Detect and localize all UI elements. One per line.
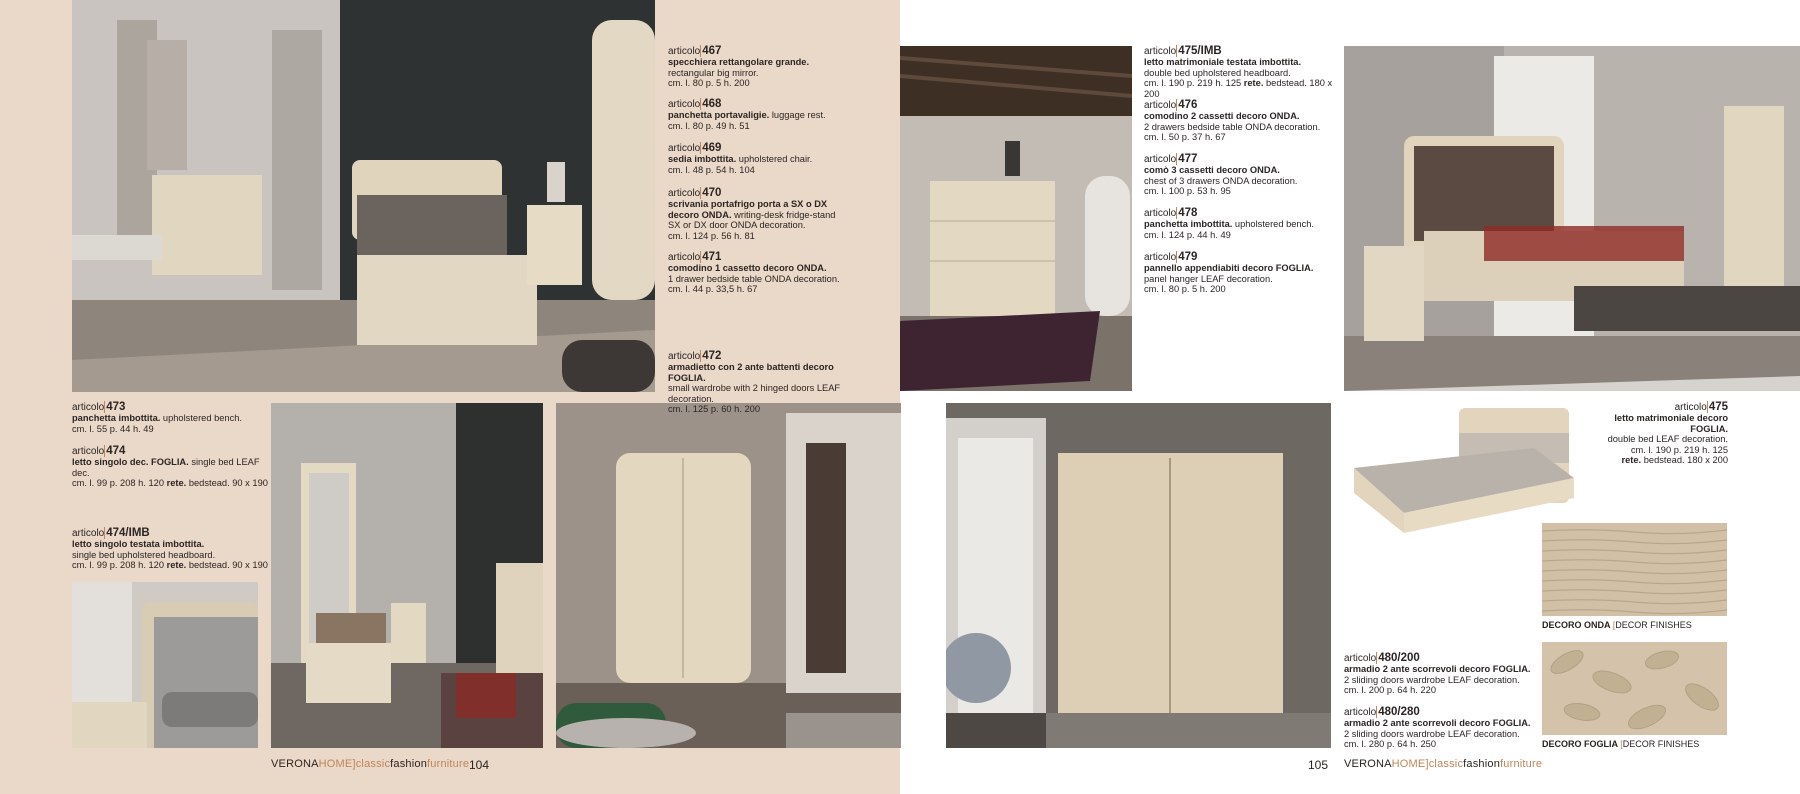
article-dims: cm. l. 190 p. 219 h. 125 [1144, 78, 1242, 89]
article-code: 467 [702, 45, 722, 57]
article-rete-en: bedstead. 90 x 190 [188, 478, 268, 489]
article-code: 474 [106, 445, 126, 457]
article-code: 469 [702, 142, 722, 154]
article-name: armadio 2 ante scorrevoli decoro FOGLIA. [1344, 664, 1531, 675]
article-label: articolo [1144, 46, 1177, 57]
swatch-label-onda: DECORO ONDA [DECOR FINISHES [1542, 620, 1692, 630]
page-number-left: 104 [469, 758, 490, 772]
article-dims: cm. l. 200 p. 64 h. 220 [1344, 685, 1436, 696]
article-english: upholstered chair. [738, 154, 813, 165]
brand-classic: classic [1428, 758, 1464, 770]
photo-mirror-bench [271, 403, 543, 748]
article-english: single bed upholstered headboard. [72, 549, 216, 560]
article-english: 2 sliding doors wardrobe LEAF decoration. [1344, 674, 1520, 685]
article-code: 480/200 [1378, 652, 1420, 664]
page-number-right: 105 [1308, 758, 1329, 772]
swatch-label-foglia: DECORO FOGLIA [DECOR FINISHES [1542, 739, 1700, 749]
brand-fashion: fashion [390, 758, 428, 770]
article-english: panel hanger LEAF decoration. [1144, 273, 1273, 284]
article-469 [668, 143, 898, 175]
article-label: articolo [72, 528, 105, 539]
article-471 [668, 252, 848, 295]
article-474 [72, 446, 272, 489]
article-english: upholstered bench. [1234, 219, 1315, 230]
article-code: 476 [1178, 99, 1198, 111]
article-rete: rete. [1243, 78, 1264, 89]
article-code: 470 [702, 187, 722, 199]
photo-double-bed-room [1344, 46, 1800, 391]
article-475-imb [1144, 46, 1344, 99]
article-english: 1 drawer bedside table ONDA decoration. [668, 273, 840, 284]
article-dims: cm. l. 48 p. 54 h. 104 [668, 164, 755, 175]
brand-furniture: furniture [427, 758, 470, 770]
brand-classic: classic [355, 758, 391, 770]
article-label: articolo [668, 351, 701, 362]
article-name: comodino 1 cassetto decoro ONDA. [668, 263, 827, 274]
article-name: comò 3 cassetti decoro ONDA. [1144, 165, 1280, 176]
article-label: articolo [668, 252, 701, 263]
article-name: panchetta portavaligie. [668, 110, 770, 121]
article-rete-en: bedstead. 180 x 200 [1144, 78, 1333, 99]
article-name: armadio 2 ante scorrevoli decoro FOGLIA. [1344, 718, 1531, 729]
article-dims: cm. l. 80 p. 5 h. 200 [668, 78, 750, 89]
article-label: articolo [668, 46, 701, 57]
article-english: 2 drawers bedside table ONDA decoration. [1144, 121, 1321, 132]
brand-home: HOME [318, 758, 353, 770]
article-475 [1578, 402, 1728, 465]
article-name: armadietto con 2 ante battenti decoro FOGLIA. [668, 362, 834, 383]
photo-chest-of-drawers [900, 46, 1132, 391]
article-name: letto singolo testata imbottita. [72, 539, 205, 550]
swatch-label-onda-name: DECORO ONDA [1542, 620, 1611, 630]
article-name: sedia imbottita. [668, 154, 737, 165]
swatch-label-foglia-name: DECORO FOGLIA [1542, 739, 1618, 749]
article-rete: rete. [166, 478, 187, 489]
article-468 [668, 99, 898, 131]
article-english: 2 sliding doors wardrobe LEAF decoration. [1344, 728, 1520, 739]
photo-upholstered-single-bed [72, 582, 258, 748]
article-dims: cm. l. 80 p. 5 h. 200 [1144, 284, 1226, 295]
article-name: panchetta imbottita. [72, 413, 161, 424]
brand-furniture: furniture [1500, 758, 1543, 770]
article-label: articolo [1144, 208, 1177, 219]
article-name: letto matrimoniale testata imbottita. [1144, 57, 1302, 68]
swatch-label-foglia-sub: DECOR FINISHES [1622, 739, 1700, 749]
article-label: articolo [668, 143, 701, 154]
article-dims: cm. l. 80 p. 49 h. 51 [668, 120, 750, 131]
article-rete-en: bedstead. 90 x 190 [188, 560, 268, 571]
article-480-200 [1344, 653, 1534, 696]
article-english: luggage rest. [771, 110, 826, 121]
article-474-imb [72, 528, 272, 571]
swatch-label-onda-sub: DECOR FINISHES [1615, 620, 1692, 630]
brand-verona: VERONA [271, 758, 319, 770]
article-label: articolo [1344, 707, 1377, 718]
swatch-decoro-onda [1542, 523, 1727, 616]
article-rete-en: bedstead. 180 x 200 [1643, 455, 1728, 466]
article-label: articolo [668, 99, 701, 110]
article-name: letto matrimoniale decoro FOGLIA. [1614, 413, 1728, 434]
article-label: articolo [1144, 154, 1177, 165]
brand-fashion: fashion [1463, 758, 1501, 770]
swatch-decoro-foglia [1542, 642, 1727, 735]
article-code: 473 [106, 401, 126, 413]
article-dims: cm. l. 55 p. 44 h. 49 [72, 423, 154, 434]
article-dims: cm. l. 280 p. 64 h. 250 [1344, 739, 1436, 750]
article-473 [72, 402, 262, 434]
article-478 [1144, 208, 1344, 240]
article-english: small wardrobe with 2 hinged doors LEAF decoration. [668, 383, 841, 404]
article-code: 480/280 [1378, 706, 1420, 718]
article-dims: cm. l. 100 p. 53 h. 95 [1144, 186, 1231, 197]
article-dims: cm. l. 99 p. 208 h. 120 [72, 560, 164, 571]
article-dims: cm. l. 124 p. 56 h. 81 [668, 230, 755, 241]
article-english: double bed LEAF decoration. [1607, 434, 1728, 445]
article-rete: rete. [1621, 455, 1642, 466]
article-name: panchetta imbottita. [1144, 219, 1233, 230]
article-code: 475/IMB [1178, 45, 1222, 57]
article-code: 471 [702, 251, 722, 263]
article-english: single bed LEAF dec. [72, 457, 260, 478]
article-rete: rete. [166, 560, 187, 571]
article-name: comodino 2 cassetti decoro ONDA. [1144, 111, 1300, 122]
article-label: articolo [1344, 653, 1377, 664]
article-label: articolo [72, 446, 105, 457]
article-476 [1144, 100, 1344, 143]
article-470 [668, 188, 838, 241]
article-480-280 [1344, 707, 1534, 750]
article-code: 475 [1708, 401, 1728, 413]
article-label: articolo [1144, 100, 1177, 111]
brand-verona: VERONA [1344, 758, 1392, 770]
article-dims: cm. l. 124 p. 44 h. 49 [1144, 229, 1231, 240]
article-label: articolo [1144, 252, 1177, 263]
article-477 [1144, 154, 1344, 197]
article-dims: cm. l. 50 p. 37 h. 67 [1144, 132, 1226, 143]
article-dims: cm. l. 125 p. 60 h. 200 [668, 404, 760, 415]
article-label: articolo [1674, 402, 1707, 413]
article-english: writing-desk fridge-stand SX or DX door ONDA decoration. [668, 209, 836, 231]
article-name: specchiera rettangolare grande. [668, 57, 810, 68]
photo-wardrobe-corridor [556, 403, 901, 748]
article-english: upholstered bench. [162, 413, 243, 424]
article-code: 477 [1178, 153, 1198, 165]
article-dims: cm. l. 99 p. 208 h. 120 [72, 478, 164, 489]
article-479 [1144, 252, 1344, 295]
article-code: 474/IMB [106, 527, 150, 539]
article-english: double bed upholstered headboard. [1144, 67, 1291, 78]
article-code: 472 [702, 350, 722, 362]
article-english: chest of 3 drawers ONDA decoration. [1144, 175, 1298, 186]
article-code: 479 [1178, 251, 1198, 263]
article-name: pannello appendiabiti decoro FOGLIA. [1144, 263, 1314, 274]
brand-home: HOME [1391, 758, 1426, 770]
article-name: scrivania portafrigo porta a SX o DX decoro ONDA. [668, 199, 828, 220]
brand-footer-right: VERONAHOME]classicfashionfurniture [1344, 758, 1543, 770]
article-dims: cm. l. 190 p. 219 h. 125 [1630, 444, 1728, 455]
article-label: articolo [72, 402, 105, 413]
article-467 [668, 46, 898, 89]
article-english: rectangular big mirror. [668, 67, 759, 78]
article-dims: cm. l. 44 p. 33,5 h. 67 [668, 284, 758, 295]
article-name: letto singolo dec. FOGLIA. [72, 457, 189, 468]
article-472 [668, 351, 868, 414]
article-code: 468 [702, 98, 722, 110]
photo-single-bedroom [72, 0, 655, 392]
photo-sliding-wardrobe [946, 403, 1331, 748]
article-label: articolo [668, 188, 701, 199]
brand-footer-left: VERONAHOME]classicfashionfurniture [271, 758, 470, 770]
article-code: 478 [1178, 207, 1198, 219]
